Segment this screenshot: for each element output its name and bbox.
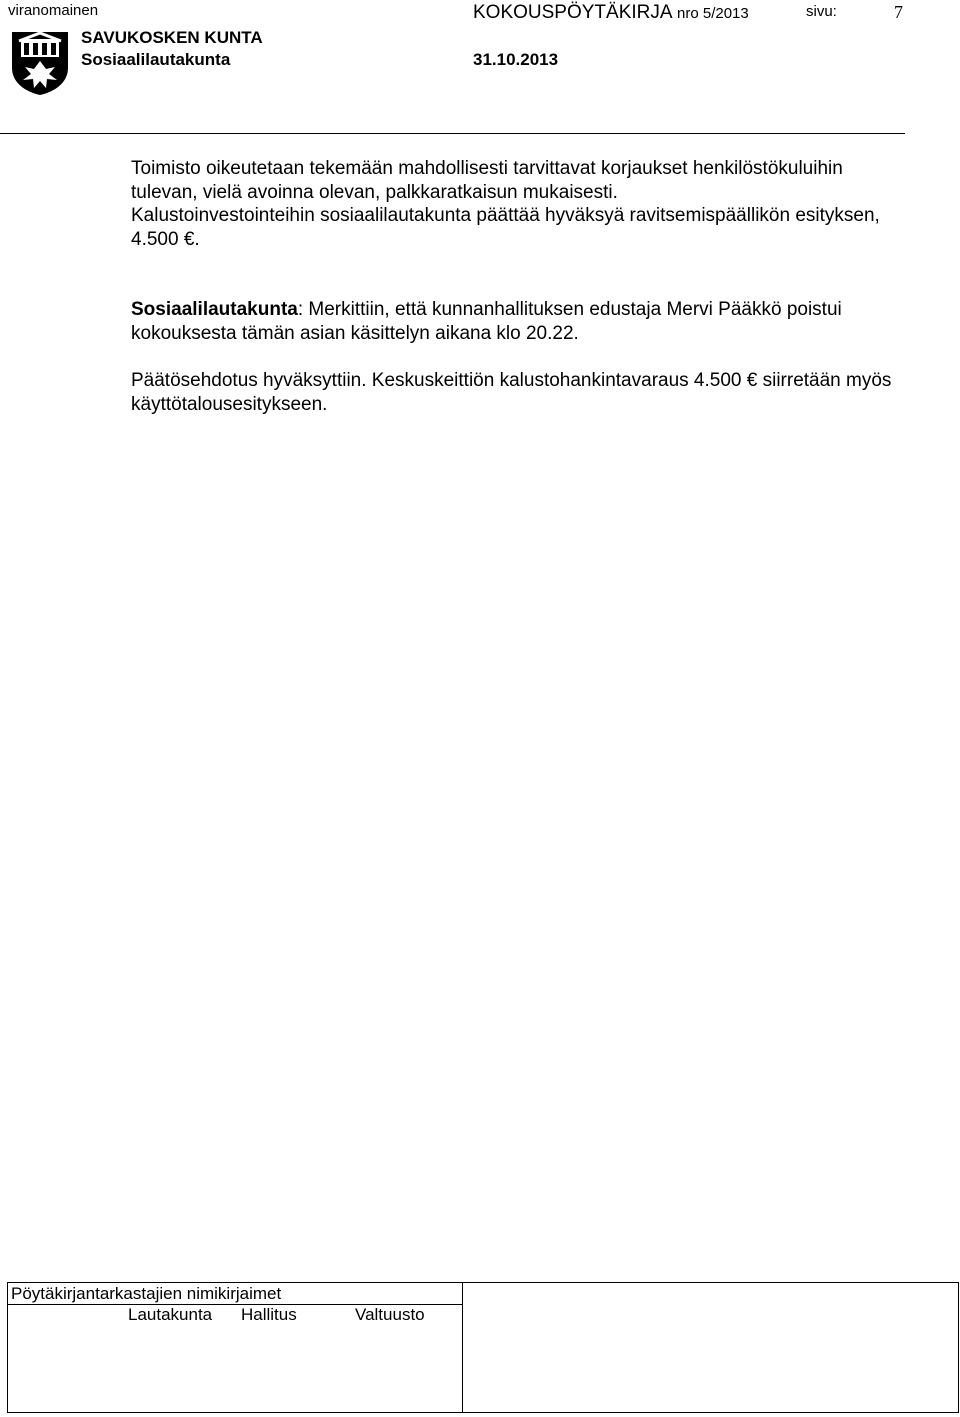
meeting-date: 31.10.2013 <box>473 50 559 69</box>
paragraph-proposal-approved: Päätösehdotus hyväksyttiin. Keskuskeittiön kalustohankintavaraus 4.500 € siirretään myös käyttötalousesitykseen. <box>131 370 892 415</box>
signature-columns <box>8 1305 463 1412</box>
document-type: KOKOUSPÖYTÄKIRJA <box>473 2 673 23</box>
header-divider <box>0 133 905 134</box>
municipality-name: SAVUKOSKEN KUNTA <box>81 28 263 47</box>
document-number: nro 5/2013 <box>677 5 749 22</box>
signature-box-header <box>8 1283 463 1305</box>
municipality-crest-icon <box>8 28 72 96</box>
page-number: 7 <box>894 2 903 22</box>
committee-label: Sosiaalilautakunta <box>131 299 298 320</box>
signature-box-title: Pöytäkirjantarkastajien nimikirjaimet <box>11 1284 282 1303</box>
paragraph-furniture-investment: Kalustoinvestointeihin sosiaalilautakunta päättää hyväksyä ravitsemispäällikön esityksen, 4.500 €. <box>131 205 880 250</box>
page-label: sivu: <box>806 3 837 20</box>
signature-column-hallitus: Hallitus <box>241 1305 297 1324</box>
decision-text: : Merkittiin, että kunnanhallituksen edustaja Mervi Pääkkö poistui kokouksesta tämän asian käsittelyn aikana klo 20.22. <box>131 299 842 344</box>
signature-column-valtuusto: Valtuusto <box>355 1305 425 1324</box>
paragraph-committee-decision <box>131 298 911 345</box>
signature-column-lautakunta: Lautakunta <box>128 1305 213 1324</box>
committee-name: Sosiaalilautakunta <box>81 50 231 69</box>
document-status: viranomainen <box>8 2 99 19</box>
document-title <box>473 2 749 24</box>
signature-box <box>7 1282 959 1413</box>
paragraph-staff-costs: Toimisto oikeutetaan tekemään mahdollisesti tarvittavat korjaukset henkilöstökuluihin tulevan, vielä avoinna olevan, palkkaratkaisun mukaisesti. <box>131 158 843 203</box>
